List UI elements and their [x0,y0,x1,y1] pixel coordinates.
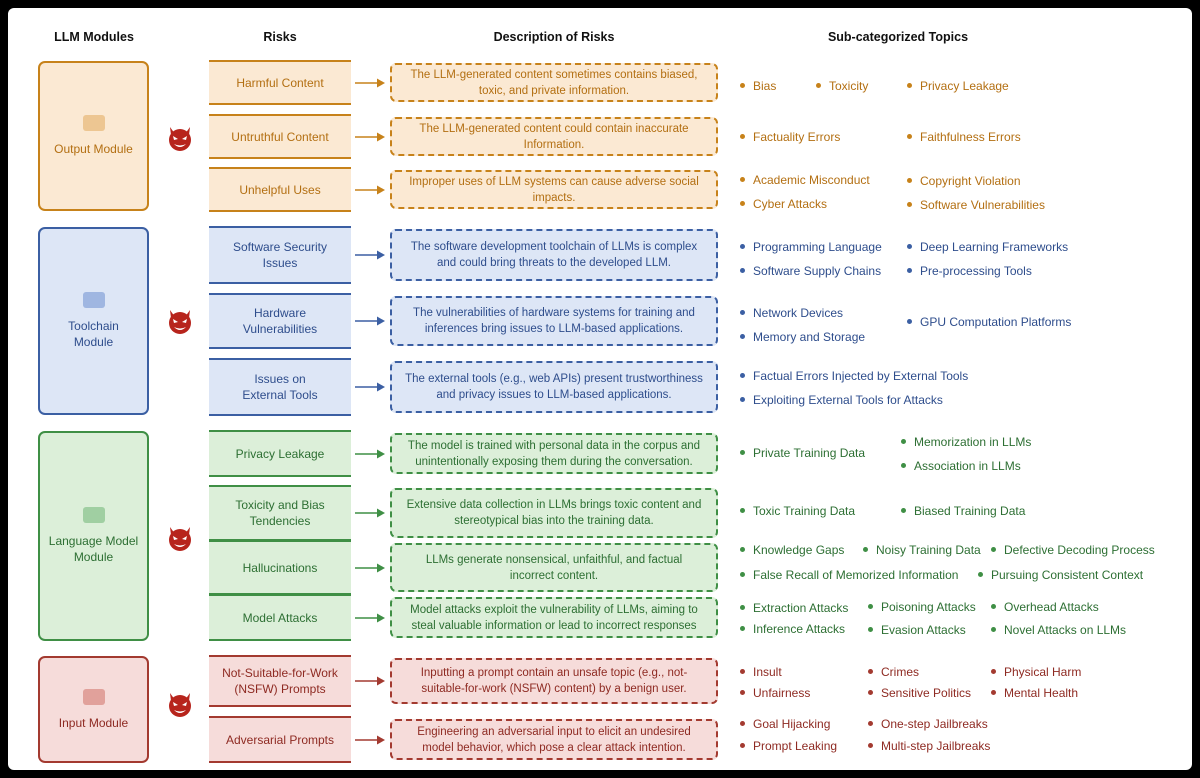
bullet-icon [740,547,745,552]
bullet-icon [740,83,745,88]
topic-item [868,623,966,637]
topic-item [740,665,782,679]
diagram-canvas [8,8,1192,770]
topic-item [740,264,881,278]
bullet-icon [991,669,996,674]
topic-label: Bias [753,79,777,93]
bullet-icon [740,177,745,182]
bullet-icon [740,373,745,378]
risk-box [209,114,351,159]
bullet-icon [740,572,745,577]
topic-item [740,739,837,753]
topic-item [868,686,971,700]
risk-box [209,485,351,541]
globe-icon [83,507,105,523]
topic-item [868,739,990,753]
bullet-icon [740,721,745,726]
description-text: The LLM-generated content could contain inaccurate Information. [419,122,689,151]
topic-item [740,717,830,731]
topic-item [740,686,810,700]
topic-item [740,79,776,93]
arrow-right-icon [354,675,386,687]
topic-label: Toxicity [829,79,869,93]
bullet-icon [907,268,912,273]
topic-item [991,543,1155,557]
topic-item [991,686,1078,700]
topic-item [907,264,1032,278]
risk-label: Privacy Leakage [235,446,325,461]
module-label: Input Module [58,715,129,730]
description-text: Engineering an adversarial input to elicit an undesired model behavior, which pose a clear attack intention. [417,725,691,754]
bullet-icon [740,743,745,748]
module-toolchain [38,227,149,415]
arrow-right-icon [354,381,386,393]
topic-label: Sensitive Politics [881,686,972,700]
description-text: Model attacks exploit the vulnerability of LLMs, aiming to steal valuable information or lead to incorrect responses [410,603,698,632]
topic-item [978,568,1143,582]
module-label: Output Module [54,142,133,156]
bullet-icon [740,669,745,674]
description-text: LLMs generate nonsensical, unfaithful, and factual incorrect content. [425,553,683,582]
arrow-right-icon [354,734,386,746]
topic-label: Multi-step Jailbreaks [881,739,991,753]
risk-description [390,63,718,102]
module-label: Toolchain Module [68,319,119,349]
bullet-icon [907,202,912,207]
topic-item [907,130,1021,144]
bullet-icon [991,690,996,695]
topic-label: Deep Learning Frameworks [920,240,1069,254]
topic-item [740,369,968,383]
risk-label: Software Security Issues [232,240,328,270]
output-monitor-icon [83,115,105,131]
topic-label: Pre-processing Tools [920,264,1032,278]
header-sub-topics: Sub-categorized Topics [827,30,969,44]
topic-item [740,197,827,211]
bullet-icon [740,268,745,273]
topic-label: Noisy Training Data [876,543,981,557]
topic-label: Insult [753,665,782,679]
bullet-icon [901,508,906,513]
devil-icon [165,306,195,336]
topic-label: Defective Decoding Process [1004,543,1155,557]
topic-item [740,568,958,582]
risk-description [390,229,718,281]
arrow-right-icon [354,507,386,519]
topic-label: False Recall of Memorized Information [753,568,959,582]
topic-label: Goal Hijacking [753,717,831,731]
topic-label: One-step Jailbreaks [881,717,988,731]
topic-label: Network Devices [753,306,844,320]
topic-label: Unfairness [753,686,811,700]
topic-item [868,665,919,679]
devil-icon [165,123,195,153]
topic-item [901,459,1021,473]
risk-label: Issues on External Tools [242,372,318,402]
risk-description [390,433,718,474]
topic-label: Novel Attacks on LLMs [1004,623,1127,637]
topic-label: Prompt Leaking [753,739,838,753]
topic-item [868,600,976,614]
topic-item [991,665,1081,679]
module-label: Language Model Module [48,534,139,564]
risk-description [390,488,718,538]
bullet-icon [868,721,873,726]
risk-label: Not-Suitable-for-Work (NSFW) Prompts [222,666,338,696]
bullet-icon [901,463,906,468]
description-text: Improper uses of LLM systems can cause adverse social impacts. [409,175,699,204]
risk-description [390,543,718,592]
topic-item [740,543,844,557]
topic-item [901,504,1025,518]
risk-label: Adversarial Prompts [225,732,335,747]
topic-label: Pursuing Consistent Context [991,568,1144,582]
description-text: Inputting a prompt contain an unsafe topic (e.g., not- suitable-for-work (NSFW) content) by a benign user. [420,667,688,695]
topic-label: Factual Errors Injected by External Tools [753,369,969,383]
topic-item [868,717,988,731]
topic-label: Toxic Training Data [753,504,856,518]
topic-label: Software Supply Chains [753,264,882,278]
bullet-icon [740,244,745,249]
bullet-icon [868,690,873,695]
topic-item [740,622,845,636]
topic-label: Software Vulnerabilities [920,198,1045,212]
topic-label: Overhead Attacks [1004,600,1099,614]
topic-label: Copyright Violation [920,174,1021,188]
topic-label: Inference Attacks [753,622,846,636]
bullet-icon [740,334,745,339]
bullet-icon [907,178,912,183]
bullet-icon [740,134,745,139]
bullet-icon [740,397,745,402]
topic-label: Association in LLMs [914,459,1021,473]
risk-label: Untruthful Content [231,129,329,144]
module-output [38,61,149,211]
topic-label: Mental Health [1004,686,1079,700]
topic-item [740,306,843,320]
topic-item [740,330,865,344]
risk-box [209,716,351,763]
bullet-icon [740,626,745,631]
topic-item [907,198,1045,212]
gear-icon [83,292,105,308]
topic-label: Extraction Attacks [753,601,849,615]
risk-label: Model Attacks [242,610,318,625]
topic-item [863,543,981,557]
arrow-right-icon [354,562,386,574]
topic-item [740,130,840,144]
topic-item [740,601,848,615]
bullet-icon [868,627,873,632]
bullet-icon [740,605,745,610]
bullet-icon [740,508,745,513]
topic-item [991,600,1099,614]
bullet-icon [868,604,873,609]
topic-label: Evasion Attacks [881,623,966,637]
risk-box [209,60,351,105]
arrow-right-icon [354,448,386,460]
arrow-right-icon [354,612,386,624]
topic-label: Knowledge Gaps [753,543,845,557]
bullet-icon [816,83,821,88]
topic-label: Memory and Storage [753,330,866,344]
risk-box [209,430,351,477]
topic-label: Crimes [881,665,919,679]
topic-item [907,79,1009,93]
topic-label: Privacy Leakage [920,79,1009,93]
risk-label: Harmful Content [236,75,324,90]
bullet-icon [868,669,873,674]
risk-description [390,361,718,413]
module-input [38,656,149,763]
bullet-icon [907,319,912,324]
devil-icon [165,689,195,719]
topic-label: Factuality Errors [753,130,841,144]
risk-description [390,597,718,638]
header-llm-modules: LLM Modules [54,30,134,44]
topic-item [740,240,882,254]
risk-description [390,170,718,209]
risk-description [390,117,718,156]
bullet-icon [868,743,873,748]
devil-icon [165,523,195,553]
risk-box [209,655,351,707]
topic-label: Memorization in LLMs [914,435,1032,449]
topic-item [901,435,1031,449]
topic-item [907,174,1021,188]
bullet-icon [907,244,912,249]
input-monitor-icon [83,689,105,705]
topic-label: GPU Computation Platforms [920,315,1072,329]
topic-label: Programming Language [753,240,882,254]
arrow-right-icon [354,184,386,196]
bullet-icon [740,450,745,455]
bullet-icon [907,134,912,139]
bullet-icon [863,547,868,552]
arrow-right-icon [354,77,386,89]
description-text: The model is trained with personal data in the corpus and unintentionally exposing them during the conversation. [407,439,701,468]
bullet-icon [991,627,996,632]
risk-box [209,540,351,595]
description-text: Extensive data collection in LLMs brings toxic content and stereotypical bias into the training data. [406,499,702,527]
topic-item [740,504,855,518]
arrow-right-icon [354,315,386,327]
topic-label: Cyber Attacks [753,197,828,211]
topic-item [907,315,1071,329]
risk-label: Toxicity and Bias Tendencies [235,498,325,528]
description-text: The external tools (e.g., web APIs) present trustworthiness and privacy issues to LLM-based applications. [405,373,703,401]
description-text: The software development toolchain of LLMs is complex and could bring threats to the developed LLM. [410,241,698,269]
topic-label: Private Training Data [753,446,866,460]
bullet-icon [991,547,996,552]
risk-label: Unhelpful Uses [239,182,321,197]
topic-label: Physical Harm [1004,665,1082,679]
bullet-icon [740,201,745,206]
arrow-right-icon [354,131,386,143]
topic-item [907,240,1068,254]
header-description: Description of Risks [493,30,615,44]
risk-description [390,296,718,346]
topic-item [740,173,870,187]
topic-item [740,446,865,460]
topic-item [991,623,1126,637]
risk-box [209,293,351,349]
risk-description [390,719,718,760]
risk-box [209,167,351,212]
bullet-icon [991,604,996,609]
risk-box [209,594,351,641]
topic-label: Biased Training Data [914,504,1026,518]
bullet-icon [978,572,983,577]
topic-item [740,393,943,407]
bullet-icon [740,690,745,695]
arrow-right-icon [354,249,386,261]
topic-item [816,79,868,93]
description-text: The LLM-generated content sometimes contains biased, toxic, and private information. [410,68,698,97]
topic-label: Faithfulness Errors [920,130,1021,144]
risk-box [209,226,351,284]
topic-label: Academic Misconduct [753,173,870,187]
header-risks: Risks [263,30,297,44]
topic-label: Poisoning Attacks [881,600,976,614]
risk-description [390,658,718,704]
risk-box [209,358,351,416]
bullet-icon [740,310,745,315]
description-text: The vulnerabilities of hardware systems for training and inferences bring issues to LLM-based applications. [413,307,695,335]
bullet-icon [901,439,906,444]
topic-label: Exploiting External Tools for Attacks [753,393,943,407]
risk-label: Hardware Vulnerabilities [242,306,318,336]
module-language-model [38,431,149,641]
risk-label: Hallucinations [242,560,318,575]
bullet-icon [907,83,912,88]
